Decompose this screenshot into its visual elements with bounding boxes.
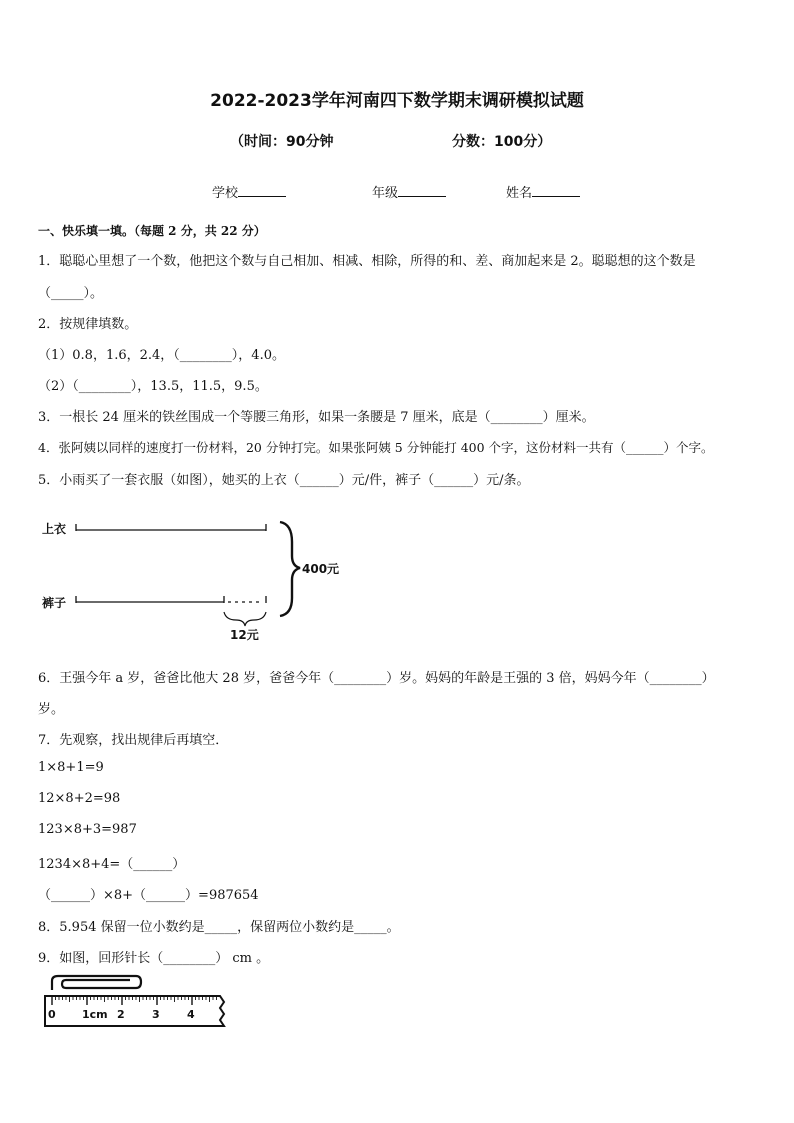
school-label: 学校 [212,186,239,201]
paperclip-icon [52,976,141,990]
top-label: 上衣 [42,522,67,536]
question-7-eq1: 1×8+1=9 [38,760,104,775]
question-6-line1: 6．王强今年 a 岁，爸爸比他大 28 岁，爸爸今年（________）岁。妈妈的年龄是王强的 3 倍，妈妈今年（________） [38,671,715,686]
question-4: 4．张阿姨以同样的速度打一份材料，20 分钟打完。如果张阿姨 5 分钟能打 400 个字，这份材料一共有（______）个字。 [38,440,714,455]
clothes-diagram [38,510,358,650]
total-brace [280,522,300,616]
question-5: 5．小雨买了一套衣服（如图），她买的上衣（______）元/件，裤子（______）元/条。 [38,473,530,488]
ruler-tick-label: 3 [152,1008,160,1021]
ruler-tick-label: 2 [117,1008,125,1021]
name-field[interactable] [506,182,580,201]
grade-blank[interactable] [398,184,446,197]
question-6-line2: 岁。 [38,702,65,717]
total-label: 400元 [302,562,340,576]
name-label: 姓名 [506,186,533,201]
ruler-tick-label: 4 [187,1008,195,1021]
question-7: 7．先观察，找出规律后再填空． [38,733,229,748]
question-8: 8．5.954 保留一位小数约是_____，保留两位小数约是_____。 [38,920,400,935]
question-7-eq2: 12×8+2=98 [38,791,121,806]
ruler-body [45,996,224,1026]
ruler-tick-label: 1cm [82,1008,108,1021]
ruler-figure [40,972,230,1032]
question-1-line1: 1．聪聪心里想了一个数，他把这个数与自己相加、相减、相除，所得的和、差、商加起来是 2。聪聪想的这个数是 [38,254,696,269]
clothes-figure [38,510,358,650]
paperclip-ruler-diagram [40,972,230,1032]
question-7-eq3: 123×8+3=987 [38,822,137,837]
grade-field[interactable] [372,182,446,201]
grade-label: 年级 [372,186,399,201]
exam-score: 分数：100分） [452,134,552,150]
question-7-eq5: （______）×8+（______）=987654 [38,888,259,903]
question-3: 3．一根长 24 厘米的铁丝围成一个等腰三角形，如果一条腰是 7 厘米，底是（________）厘米。 [38,410,595,425]
exam-time: （时间：90分钟 [230,134,334,150]
question-2-sub1: （1）0.8，1.6，2.4，（________），4.0。 [38,348,285,363]
question-1-line2: （_____）。 [38,286,104,301]
school-blank[interactable] [238,184,286,197]
difference-label: 12元 [230,628,259,642]
name-blank[interactable] [532,184,580,197]
question-7-eq4: 1234×8+4=（______） [38,857,186,872]
pants-label: 裤子 [42,596,67,610]
question-2-sub2: （2）（________），13.5，11.5，9.5。 [38,379,268,394]
question-9: 9．如图，回形针长（________） cm 。 [38,951,270,966]
question-2: 2．按规律填数。 [38,317,138,332]
school-field[interactable] [212,182,286,201]
difference-brace [224,612,266,626]
page-title: 2022-2023学年河南四下数学期末调研模拟试题 [210,91,584,111]
ruler-tick-label: 0 [48,1008,56,1021]
section-heading: 一、快乐填一填。（每题 2 分，共 22 分） [38,224,266,238]
